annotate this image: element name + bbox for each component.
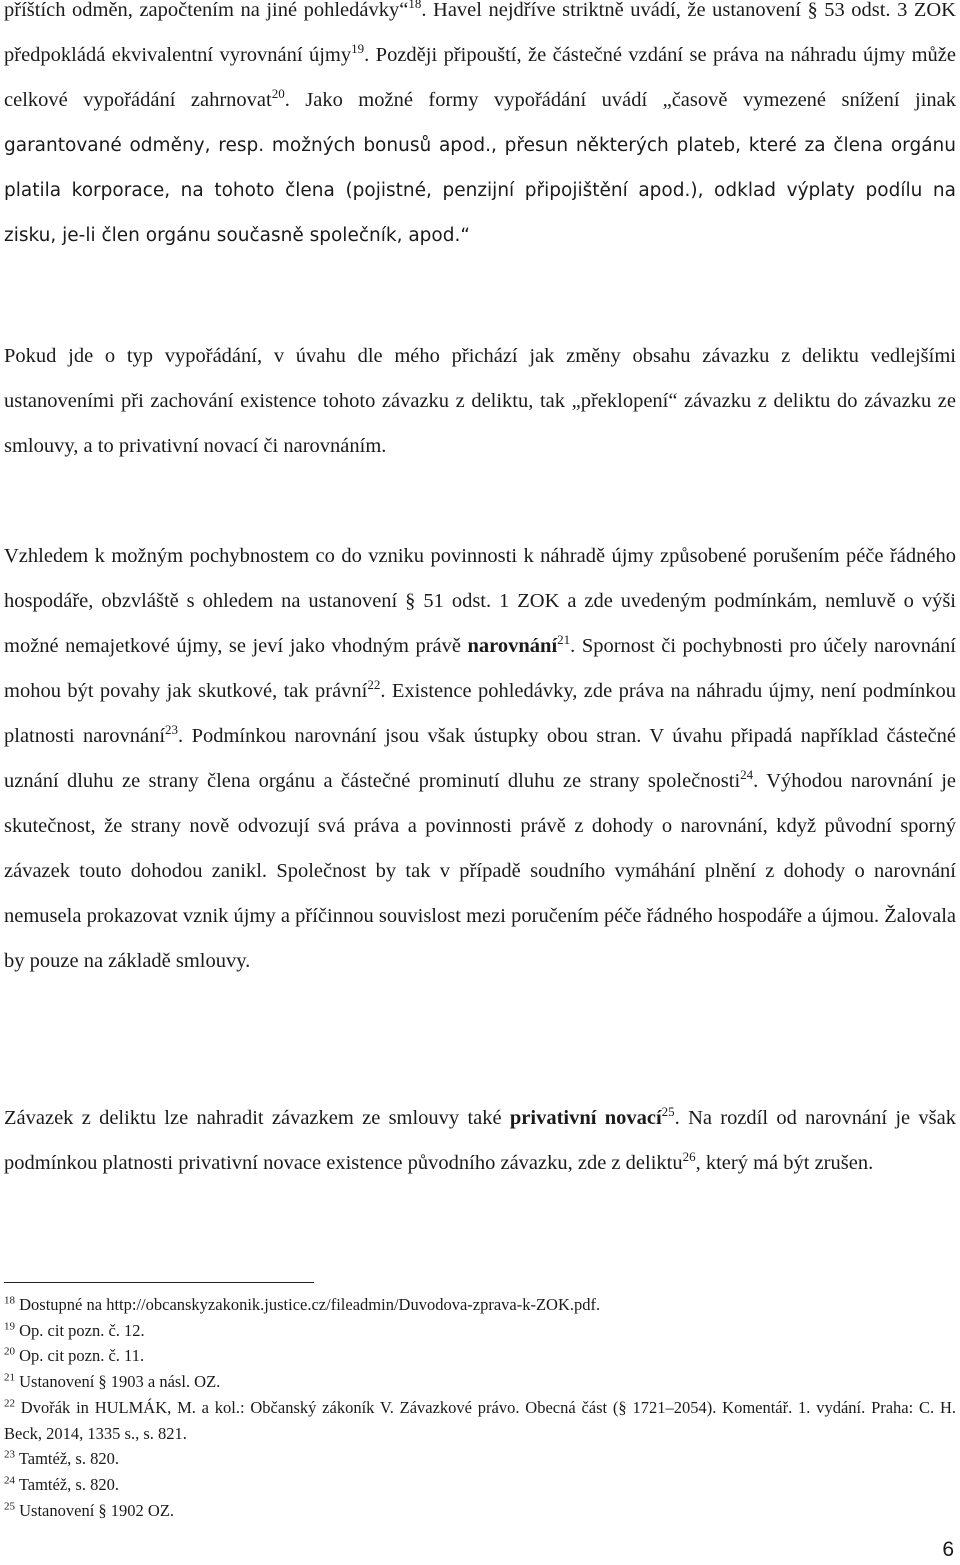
footnote-number: 22 [4,1397,15,1410]
footnote-number: 25 [4,1500,15,1513]
footnote-21 [4,1369,956,1395]
footnote-19 [4,1318,956,1344]
paragraph-4-text-1: Závazek z deliktu lze nahradit závazkem ze smlouvy také [4,1107,510,1129]
footnote-separator [4,1282,314,1283]
paragraph-3-text-1: Vzhledem k možným pochybnostem co do vzniku povinnosti k náhradě újmy způsobené porušením péče řádného hospodáře, obzvláště s ohledem na ustanovení § 51 odst. 1 ZOK a zde uvedeným podmínkám, nemluvě o výši možné nemajetkové újmy, se jeví jako vhodným právě [4,545,956,657]
footnote-text: Tamtéž, s. 820. [15,1449,119,1469]
paragraph-4 [4,1096,956,1186]
footnote-23 [4,1446,956,1472]
footnote-text: Ustanovení § 1902 OZ. [15,1500,175,1520]
footnote-text: Ustanovení § 1903 a násl. OZ. [15,1372,221,1392]
footnote-20 [4,1343,956,1369]
term-narovnani: narovnání [467,635,558,657]
footnote-ref-24[interactable]: 24 [740,767,754,783]
footnote-number: 23 [4,1448,15,1461]
paragraph-3-text-3: . Existence pohledávky, zde práva na náhradu újmy, není podmínkou platnosti narovnání [4,680,956,747]
paragraph-1 [4,0,956,258]
footnote-number: 20 [4,1345,15,1358]
paragraph-2: Pokud jde o typ vypořádání, v úvahu dle mého přichází jak změny obsahu závazku z deliktu vedlejšími ustanoveními při zachování existence tohoto závazku z deliktu, tak „překlopení“ závazku z deliktu do závazku ze smlouvy, a to privativní novací či narovnáním. [4,345,956,457]
term-privativni-novace: privativní novací [509,1107,662,1129]
page-number: 6 [942,1538,954,1561]
paragraph-1-text-4: . Jako možné formy vypořádání uvádí „časově vymezené snížení jinak [284,89,956,111]
footnote-ref-20[interactable]: 20 [271,86,285,102]
footnote-text: Op. cit pozn. č. 11. [15,1346,145,1366]
paragraph-1-quote: garantované odměny, resp. možných bonusů apod., přesun některých plateb, které za člena orgánu platila korporace, na tohoto člena (pojistné, penzijní připojištění apod.), odklad výplaty podílu na zisku, je-li člen orgánu současně společník, apod.“ [4,135,956,246]
paragraph-4-text-3: , který má být zrušen. [695,1152,874,1174]
footnote-text: Tamtéž, s. 820. [15,1474,119,1494]
paragraph-3-text-5: . Výhodou narovnání je skutečnost, že strany nově odvozují svá práva a povinnosti právě z dohody o narovnání, když původní sporný závazek touto dohodou zanikl. Společnost by tak v případě soudního vymáhání plnění z dohody o narovnání nemusela prokazovat vznik újmy a příčinnou souvislost mezi poručením péče řádného hospodáře a újmou. Žalovala by pouze na základě smlouvy. [4,770,956,972]
footnote-number: 24 [4,1474,15,1487]
footnote-ref-19[interactable]: 19 [351,41,365,57]
footnote-18 [4,1292,956,1318]
paragraph-1-text-3: . Později připouští, že částečné vzdání se práva na náhradu újmy může celkové vypořádání zahrnovat [4,44,956,111]
paragraph-3-text-4: . Podmínkou narovnání jsou však ústupky obou stran. V úvahu připadá například částečné uznání dluhu ze strany člena orgánu a částečné prominutí dluhu ze strany společnosti [4,725,956,792]
footnote-ref-22[interactable]: 22 [367,677,381,693]
footnote-number: 18 [4,1294,15,1307]
footnote-24 [4,1472,956,1498]
footnote-ref-26[interactable]: 26 [682,1149,696,1165]
paragraph-4-text-2: . Na rozdíl od narovnání je však podmínkou platnosti privativní novace existence původního závazku, zde z deliktu [4,1107,956,1174]
footnote-22 [4,1395,956,1446]
footnote-text: Op. cit pozn. č. 12. [15,1320,145,1340]
footnote-ref-25[interactable]: 25 [661,1104,675,1120]
footnotes [4,1292,956,1523]
footnote-number: 21 [4,1371,15,1384]
footnote-text: Dvořák in HULMÁK, M. a kol.: Občanský zákoník V. Závazkové právo. Obecná část (§ 1721–2054). Komentář. 1. vydání. Praha: C. H. Beck, 2014, 1335 s., s. 821. [4,1397,956,1443]
footnote-ref-18[interactable]: 18 [408,0,422,12]
footnote-ref-23[interactable]: 23 [165,722,179,738]
footnote-25 [4,1498,956,1524]
paragraph-3-text-2: . Spornost či pochybnosti pro účely narovnání mohou být povahy jak skutkové, tak právní [4,635,956,702]
paragraph-3 [4,534,956,984]
footnote-text: Dostupné na http://obcanskyzakonik.justice.cz/fileadmin/Duvodova-zprava-k-ZOK.pdf. [15,1295,601,1314]
paragraph-1-text-1: příštích odměn, započtením na jiné pohledávky“ [4,0,409,21]
footnote-number: 19 [4,1320,15,1333]
footnote-ref-21[interactable]: 21 [557,632,571,648]
paragraph-1-text-2: . Havel nejdříve striktně uvádí, že ustanovení § 53 odst. 3 ZOK předpokládá ekvivalentní vyrovnání újmy [4,0,956,66]
